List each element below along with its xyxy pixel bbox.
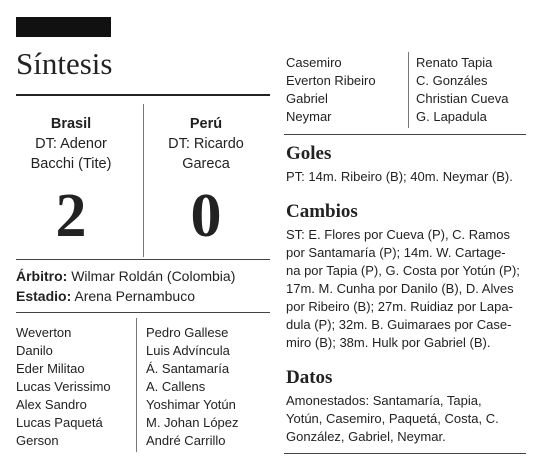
referee-label: Árbitro: <box>16 268 68 284</box>
bottom-rule <box>284 453 526 454</box>
player-name: Yoshimar Yotún <box>146 397 236 412</box>
score-brasil: 2 <box>55 182 87 250</box>
stadium-label: Estadio: <box>16 288 72 304</box>
referee-line <box>16 266 235 286</box>
team-name: Perú <box>189 116 223 132</box>
player-name: Casemiro <box>286 55 342 70</box>
info-rule <box>16 312 270 313</box>
cambios-line: miro (B); 38m. Hulk por Gabriel (B). <box>286 335 491 350</box>
datos-text <box>286 392 526 446</box>
player-name: Lucas Paquetá <box>16 415 103 430</box>
lineup-peru-b <box>416 54 509 126</box>
lineup-brasil-a <box>16 324 111 450</box>
player-name: M. Johan López <box>146 415 239 430</box>
stadium-value: Arena Pernambuco <box>74 288 195 304</box>
team-coach-line: DT: Ricardo <box>168 136 244 152</box>
lineup-end-rule <box>284 134 526 135</box>
cambios-line: por Santamaría (P); 14m. W. Cartage- <box>286 245 506 260</box>
cambios-line: dula (P); 32m. B. Guimaraes por Case- <box>286 317 512 332</box>
datos-line: González, Gabriel, Neymar. <box>286 429 446 444</box>
goles-text <box>286 168 526 186</box>
player-name: C. Gonzáles <box>416 73 488 88</box>
player-name: Weverton <box>16 325 72 340</box>
team-coach-line: Gareca <box>182 156 230 172</box>
player-name: Á. Santamaría <box>146 361 230 376</box>
cambios-text <box>286 226 526 352</box>
lineup-brasil-b <box>286 54 376 126</box>
player-name: Christian Cueva <box>416 91 509 106</box>
lineup-divider-right <box>408 52 409 128</box>
cambios-heading: Cambios <box>286 201 358 222</box>
player-name: Gerson <box>16 433 59 448</box>
score-divider <box>143 104 144 257</box>
player-name: Gabriel <box>286 91 328 106</box>
player-name: Everton Ribeiro <box>286 73 376 88</box>
score-rule <box>16 259 270 260</box>
player-name: Luis Advíncula <box>146 343 230 358</box>
score-peru: 0 <box>190 182 222 250</box>
player-name: Renato Tapia <box>416 55 493 70</box>
datos-line: Amonestados: Santamaría, Tapia, <box>286 393 482 408</box>
goles-heading: Goles <box>286 143 332 164</box>
player-name: G. Lapadula <box>416 109 487 124</box>
referee-value: Wilmar Roldán (Colombia) <box>71 268 236 284</box>
header-bar <box>16 17 111 37</box>
cambios-line: na por Tapia (P), G. Costa por Yotún (P); <box>286 263 520 278</box>
player-name: Lucas Verissimo <box>16 379 111 394</box>
player-name: Neymar <box>286 109 332 124</box>
team-name: Brasil <box>50 116 92 132</box>
stadium-line <box>16 286 195 306</box>
team-brasil <box>10 114 132 174</box>
player-name: André Carrillo <box>146 433 226 448</box>
page-title: Síntesis <box>16 46 113 81</box>
player-name: Pedro Gallese <box>146 325 229 340</box>
player-name: Alex Sandro <box>16 397 87 412</box>
team-peru <box>145 114 267 174</box>
team-coach-line: DT: Adenor <box>35 136 107 152</box>
player-name: A. Callens <box>146 379 206 394</box>
cambios-line: 17m. M. Cunha por Danilo (B), D. Alves <box>286 281 514 296</box>
datos-line: Yotún, Casemiro, Paquetá, Costa, C. <box>286 411 499 426</box>
lineup-divider-left <box>136 318 137 452</box>
datos-heading: Datos <box>286 367 333 388</box>
player-name: Danilo <box>16 343 53 358</box>
player-name: Eder Militao <box>16 361 85 376</box>
lineup-peru-a <box>146 324 239 450</box>
cambios-line: ST: E. Flores por Cueva (P), C. Ramos <box>286 227 510 242</box>
team-coach-line: Bacchi (Tite) <box>30 156 112 172</box>
title-rule <box>16 94 270 96</box>
goles-line: PT: 14m. Ribeiro (B); 40m. Neymar (B). <box>286 169 513 184</box>
cambios-line: por Ribeiro (B); 27m. Ruidiaz por Lapa- <box>286 299 513 314</box>
